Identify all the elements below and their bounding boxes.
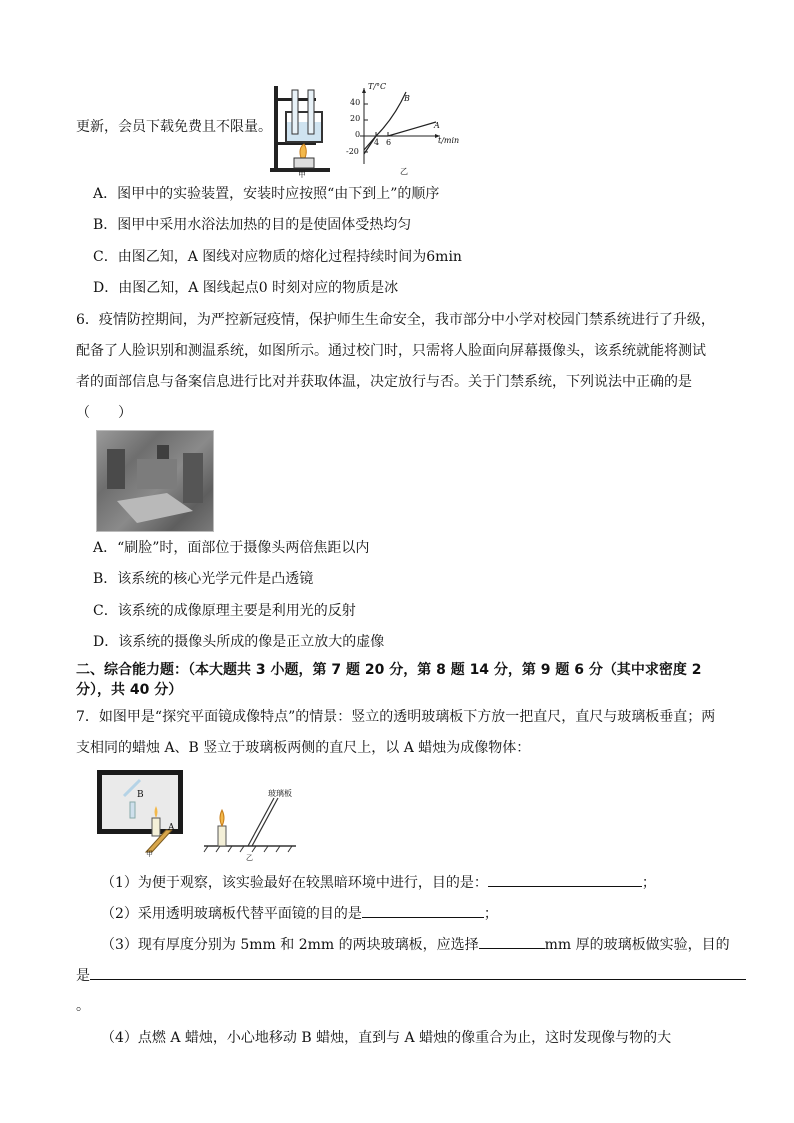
fig5-x-tick-4: 4 bbox=[374, 138, 380, 147]
q6-option-b: B．该系统的核心光学元件是凸透镜 bbox=[93, 571, 314, 587]
section-2-heading-line-2: 分），共 40 分） bbox=[76, 682, 183, 698]
fig5-curve-b-label: B bbox=[404, 94, 410, 103]
fig5-x-unit: t/min bbox=[438, 136, 460, 145]
temperature-time-graph bbox=[344, 82, 460, 172]
q5-option-a: A．图甲中的实验装置，安装时应按照“由下到上”的顺序 bbox=[93, 186, 440, 202]
fig5-right-caption: 乙 bbox=[400, 167, 408, 176]
fig5-y-tick-40: 40 bbox=[350, 98, 361, 107]
q7-sub1-text: （1）为便于观察，该实验最好在较黑暗环境中进行，目的是： bbox=[101, 875, 488, 891]
q5-option-d: D．由图乙知，A 图线起点0 时刻对应的物质是冰 bbox=[93, 280, 399, 296]
q7-stem-line-1: 7．如图甲是“探究平面镜成像特点”的情景：竖立的透明玻璃板下方放一把直尺，直尺与玻璃板垂直；两 bbox=[76, 709, 716, 725]
q5-option-c: C．由图乙知，A 图线对应物质的熔化过程持续时间为6min bbox=[93, 249, 462, 265]
q6-stem-line-1 bbox=[76, 310, 715, 330]
q7-fig-right-caption: 乙 bbox=[246, 854, 253, 862]
q7-sub2-text: （2）采用透明玻璃板代替平面镜的目的是 bbox=[101, 906, 362, 922]
q7-fig-label-a: A bbox=[168, 823, 175, 833]
q7-sub1 bbox=[101, 872, 656, 893]
q7-sub2-end: ； bbox=[483, 906, 498, 922]
fig5-x-tick-6: 6 bbox=[386, 138, 392, 147]
q6-stem-line-3: 者的面部信息与备案信息进行比对并获取体温，决定放行与否。关于门禁系统，下列说法中正确的是 bbox=[76, 374, 692, 390]
q7-sub2 bbox=[101, 903, 498, 924]
q7-sub1-blank[interactable] bbox=[488, 872, 642, 887]
q6-answer-bracket: （ ） bbox=[76, 405, 132, 421]
fig5-y-tick-minus20: -20 bbox=[346, 147, 359, 156]
q6-option-d: D．该系统的摄像头所成的像是正立放大的虚像 bbox=[93, 634, 385, 650]
q7-sub3-blank-reason[interactable] bbox=[90, 965, 746, 980]
q7-sub3-line-2 bbox=[76, 965, 746, 986]
fig5-left-caption: 甲 bbox=[298, 170, 306, 179]
face-recognition-gate-photo bbox=[96, 430, 214, 532]
fig5-y-tick-20: 20 bbox=[350, 114, 361, 123]
q7-fig-glass-label: 玻璃板 bbox=[268, 789, 292, 798]
mirror-experiment-figure-a bbox=[96, 768, 190, 856]
fig5-y-unit: T/°C bbox=[368, 82, 387, 91]
q6-option-c: C．该系统的成像原理主要是利用光的反射 bbox=[93, 603, 356, 619]
q7-sub3-blank-thickness[interactable] bbox=[479, 934, 545, 949]
section-2-heading-line-1: 二、综合能力题：（本大题共 3 小题，第 7 题 20 分，第 8 题 14 分，第 9 题 6 分（其中求密度 2 bbox=[76, 662, 702, 678]
q5-option-b: B．图甲中采用水浴法加热的目的是使固体受热均匀 bbox=[93, 217, 412, 233]
fig5-curve-a-label: A bbox=[434, 121, 440, 130]
top-text: 更新，会员下载免费且不限量。 bbox=[76, 119, 272, 135]
photo-detail bbox=[97, 431, 213, 531]
q7-sub3-text-line2: 是 bbox=[76, 968, 90, 984]
q7-sub3 bbox=[101, 934, 730, 955]
q6-option-a: A．“刷脸”时，面部位于摄像头两倍焦距以内 bbox=[93, 540, 370, 556]
q7-sub3-text: （3）现有厚度分别为 5mm 和 2mm 的两块玻璃板，应选择 bbox=[101, 937, 479, 953]
q7-fig-label-b: B bbox=[137, 790, 144, 800]
q7-sub2-blank[interactable] bbox=[362, 903, 484, 918]
q6-stem-text: 6．疫情防控期间，为严控新冠疫情，保护师生生命安全，我市部分中小学对校园门禁系统进行了升级， bbox=[76, 312, 715, 328]
q7-sub4: （4）点燃 A 蜡烛，小心地移动 B 蜡烛，直到与 A 蜡烛的像重合为止，这时发现像与物的大 bbox=[101, 1030, 672, 1046]
q7-stem-line-2: 支相同的蜡烛 A、B 竖立于玻璃板两侧的直尺上，以 A 蜡烛为成像物体： bbox=[76, 740, 531, 756]
fig5-y-tick-0: 0 bbox=[355, 130, 361, 139]
water-bath-apparatus-figure bbox=[268, 78, 340, 178]
q7-fig-left-caption: 甲 bbox=[146, 850, 153, 858]
q6-stem-line-2: 配备了人脸识别和测温系统，如图所示。通过校门时，只需将人脸面向屏幕摄像头，该系统就能将测试 bbox=[76, 343, 706, 359]
q7-sub1-end: ； bbox=[641, 875, 656, 891]
q7-sub3-text-mid: mm 厚的玻璃板做实验，目的 bbox=[544, 937, 730, 953]
q7-sub3-end: 。 bbox=[76, 998, 90, 1014]
